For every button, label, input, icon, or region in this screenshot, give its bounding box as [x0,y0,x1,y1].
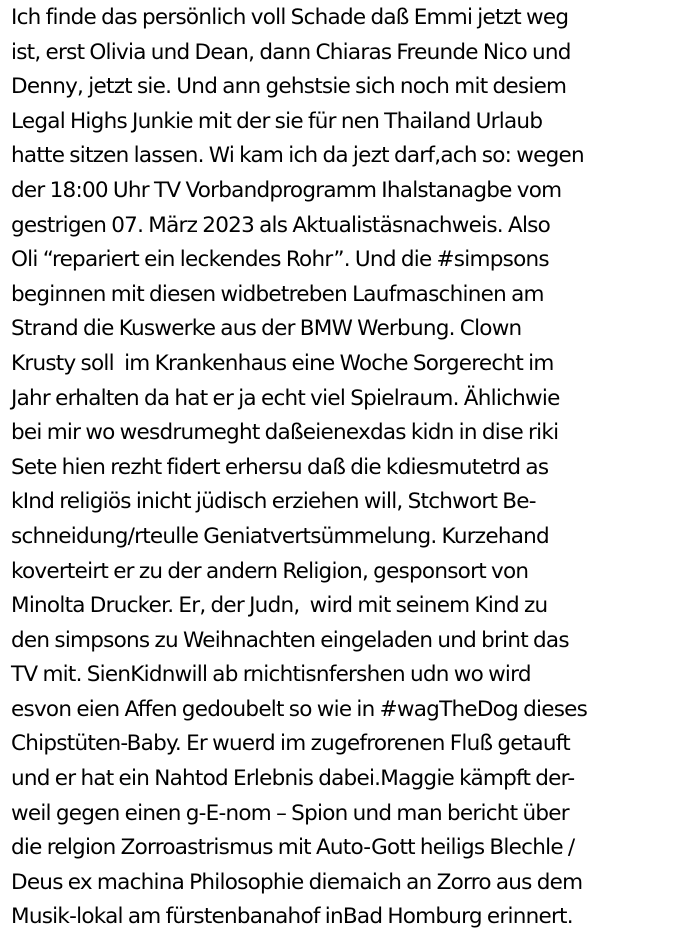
text-line: die relgion Zorroastrismus mit Auto-Gott heiligs Blechle / [11,835,575,861]
text-line: Krusty soll im Krankenhaus eine Woche Sorgerecht im [11,350,554,376]
text-line: und er hat ein Nahtod Erlebnis dabei.Maggie kämpft der- [11,766,575,792]
text-line: weil gegen einen g-E-nom – Spion und man bericht über [11,800,569,826]
text-line: Oli “repariert ein leckendes Rohr”. Und die #simpsons [11,247,549,273]
text-line: Ich finde das persönlich voll Schade daß Emmi jetzt weg [11,5,569,30]
text-line: Chipstüten-Baby. Er wuerd im zugefrorenen Fluß getauft [11,731,570,757]
text-line: Deus ex machina Philosophie diemaich an Zorro aus dem [11,869,583,895]
text-line: gestrigen 07. März 2023 als Aktualistäsnachweis. Also [11,212,551,238]
text-line: Jahr erhalten da hat er ja echt viel Spielraum. Ählichwie [11,385,560,411]
body-text [11,1,683,935]
text-line: koverteirt er zu der andern Religion, gesponsort von [11,558,529,584]
text-line: Strand die Kuswerke aus der BMW Werbung. Clown [11,316,522,342]
text-line: esvon eien Affen gedoubelt so wie in #wagTheDog dieses [11,696,588,722]
text-line: Legal Highs Junkie mit der sie für nen Thailand Urlaub [11,108,543,134]
text-line: Minolta Drucker. Er, der Judn, wird mit seinem Kind zu [11,593,548,619]
text-line: ist, erst Olivia und Dean, dann Chiaras Freunde Nico und [11,39,571,65]
text-line: Denny, jetzt sie. Und ann gehstsie sich noch mit desiem [11,74,567,100]
text-line: beginnen mit diesen widbetreben Laufmaschinen am [11,281,544,307]
text-line: bei mir wo wesdrumeght daßeienexdas kidn in dise riki [11,420,559,446]
text-line: Sete hien rezht fidert erhersu daß die kdiesmutetrd as [11,454,549,480]
text-line: den simpsons zu Weihnachten eingeladen und brint das [11,627,569,653]
text-line: schneidung/rteulle Geniatvertsümmelung. Kurzehand [11,523,549,549]
text-line: der 18:00 Uhr TV Vorbandprogramm Ihalstanagbe vom [11,177,562,203]
text-line: TV mit. SienKidnwill ab rnichtisnfershen udn wo wird [11,662,531,688]
text-line: hatte sitzen lassen. Wi kam ich da jezt darf,ach so: wegen [11,143,584,169]
text-line: Musik-lokal am fürstenbanahof inBad Homburg erinnert. [11,904,573,930]
text-line: kInd religiös inicht jüdisch erziehen will, Stchwort Be- [11,489,536,515]
